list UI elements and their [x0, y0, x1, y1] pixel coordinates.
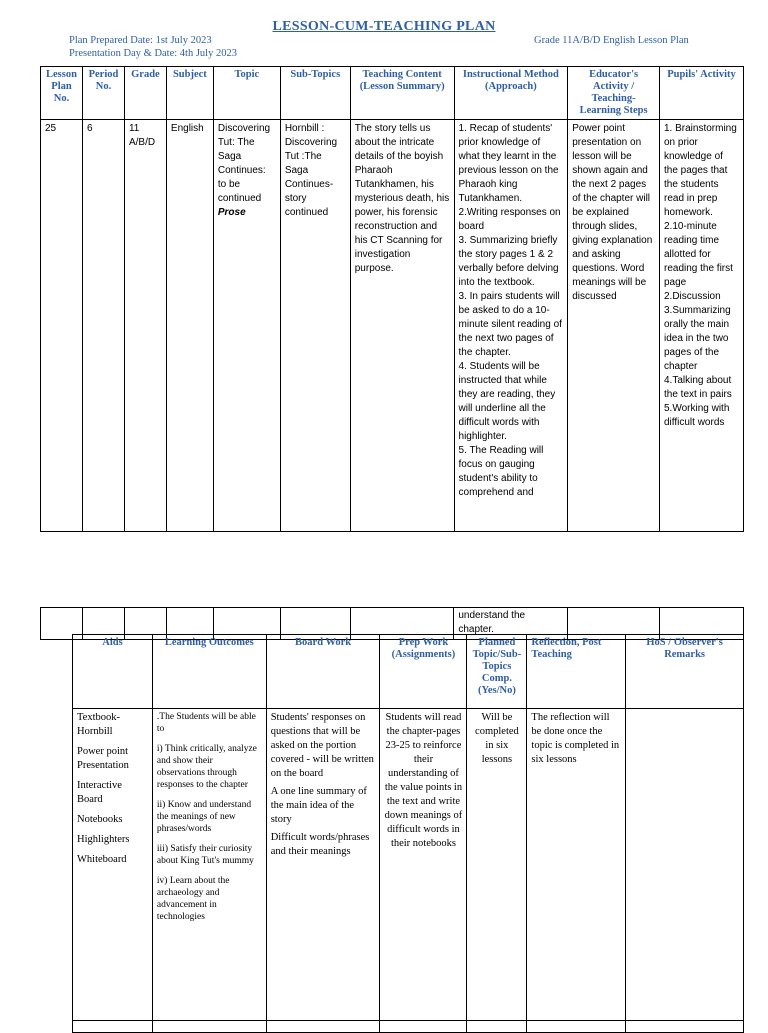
col-header-planned-topic: Planned Topic/Sub-Topics Comp. (Yes/No): [467, 635, 527, 709]
col-header-remarks: HoS / Observer's Remarks: [626, 635, 744, 709]
lesson-no-cell: 25: [41, 120, 83, 532]
aid-item: Power point Presentation: [77, 746, 129, 771]
outcome-item: i) Think critically, analyze and show their observations through responses to the chapter: [156, 744, 257, 790]
instructional-method-cell: 1. Recap of students' prior knowledge of what they learnt in the previous lesson on the Pharaoh king Tutankhamen. 2.Writing responses on board 3. Summarizing briefly the story pages 1 & 2 verbally before delving into the textbook. 3. In pairs students will be asked to do a 10-minute silent reading of the next two pages of the chapter. 4. Students will be instructed that while they are reading, they will underline all the difficult words with highlighter. 5. The Reading will focus on gauging student's ability to comprehend and: [454, 120, 568, 532]
planned-topic-cell: Will be completed in six lessons: [467, 709, 527, 1021]
outcome-item: ii) Know and understand the meanings of new phrases/words: [156, 800, 252, 834]
board-work-item: A one line summary of the main idea of the story: [270, 786, 367, 825]
grade-plan-label: Grade 11A/B/D English Lesson Plan: [534, 35, 689, 46]
col-header-prep-work: Prep Work (Assignments): [380, 635, 467, 709]
aid-item: Highlighters: [77, 834, 130, 845]
educator-activity-cell: Power point presentation on lesson will be shown again and the next 2 pages of the chapter will be explained through slides, giving explanation and asking questions. Word meanings will be discussed: [568, 120, 660, 532]
outcome-item: iii) Satisfy their curiosity about King Tut's mummy: [156, 844, 254, 866]
col-header-grade: Grade: [124, 67, 166, 120]
col-header-board-work: Board Work: [266, 635, 380, 709]
col-header-period: Period No.: [82, 67, 124, 120]
document-title: LESSON-CUM-TEACHING PLAN: [272, 19, 496, 34]
subtopic-cell: Hornbill : Discovering Tut :The Saga Continues- story continued: [280, 120, 350, 532]
board-work-cell: [266, 709, 380, 1021]
prep-work-cell: Students will read the chapter-pages 23-25 to reinforce their understanding of the value points in the text and write down meanings of difficult words in their notebooks: [380, 709, 467, 1021]
presentation-date: Presentation Day & Date: 4th July 2023: [69, 48, 237, 59]
topic-cell: [213, 120, 280, 532]
col-header-reflection: Reflection, Post Teaching: [527, 635, 626, 709]
col-header-aids: Aids: [73, 635, 153, 709]
table-row: [73, 1021, 744, 1033]
outcome-item: .The Students will be able to: [156, 712, 256, 734]
col-header-topic: Topic: [213, 67, 280, 120]
lesson-plan-table: [40, 66, 744, 532]
col-header-learning-outcomes: Learning Outcomes: [152, 635, 266, 709]
period-cell: 6: [82, 120, 124, 532]
col-header-subtopics: Sub-Topics: [280, 67, 350, 120]
pupils-activity-cell: 1. Brainstorming on prior knowledge of the pages that the students read in prep homework. 2.10-minute reading time allotted for reading the first page 2.Discussion 3.Summarizing orally the main idea in the two pages of the chapter 4.Talking about the text in pairs 5.Working with difficult words: [659, 120, 743, 532]
outcomes-table: [72, 634, 744, 1033]
col-header-instructional-method: Instructional Method (Approach): [454, 67, 568, 120]
grade-cell: 11 A/B/D: [124, 120, 166, 532]
plan-prepared-date: Plan Prepared Date: 1st July 2023: [69, 35, 212, 46]
aids-cell: [73, 709, 153, 1021]
topic-text: Discovering Tut: The Saga Continues: to be continued: [217, 123, 271, 204]
col-header-lesson-no: Lesson Plan No.: [41, 67, 83, 120]
col-header-pupils-activity: Pupils' Activity: [659, 67, 743, 120]
reflection-cell: The reflection will be done once the topic is completed in six lessons: [527, 709, 626, 1021]
remarks-cell: [626, 709, 744, 1021]
subject-cell: English: [166, 120, 213, 532]
table-header-row: [41, 67, 744, 120]
teaching-content-cell: The story tells us about the intricate details of the boyish Pharaoh Tutankhamen, his mysterious death, his power, his forensic reconstruction and his CT Scanning for investigation purpose.: [350, 120, 454, 532]
col-header-subject: Subject: [166, 67, 213, 120]
aid-item: Textbook-Hornbill: [77, 712, 121, 737]
aid-item: Whiteboard: [77, 854, 127, 865]
method-continuation-cell: understand the chapter.: [454, 608, 568, 640]
col-header-teaching-content: Teaching Content (Lesson Summary): [350, 67, 454, 120]
aid-item: Notebooks: [77, 814, 123, 825]
table-header-row: [73, 635, 744, 709]
board-work-item: Difficult words/phrases and their meanings: [270, 832, 370, 857]
board-work-item: Students' responses on questions that will be asked on the portion covered - will be written on the board: [270, 712, 374, 779]
table-row: [73, 709, 744, 1021]
topic-type: Prose: [217, 207, 246, 218]
table-row: [41, 120, 744, 532]
outcome-item: iv) Learn about the archaeology and advancement in technologies: [156, 876, 230, 922]
col-header-educator-activity: Educator's Activity / Teaching-Learning Steps: [568, 67, 660, 120]
aid-item: Interactive Board: [77, 780, 122, 805]
learning-outcomes-cell: [152, 709, 266, 1021]
